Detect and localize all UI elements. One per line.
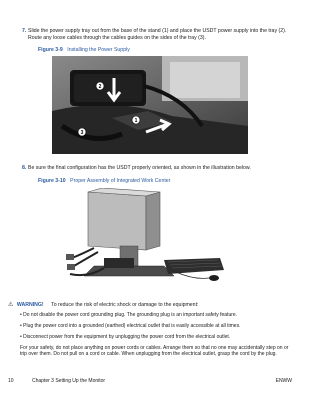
chapter-title: Chapter 3 Setting Up the Monitor [32, 378, 106, 384]
warning-heading [8, 301, 292, 308]
power-supply-photo [52, 56, 248, 154]
figure-title: Installing the Power Supply [67, 47, 130, 53]
figure-title: Proper Assembly of Integrated Work Center [70, 178, 171, 184]
work-center-illustration [64, 188, 224, 283]
warning-bullet: • Plug the power cord into a grounded (earthed) electrical outlet that is easily accessible at all times. [20, 323, 241, 329]
warning-bullet: • Disconnect power from the equipment by unplugging the power cord from the electrical outlet. [20, 334, 231, 340]
step-7 [22, 28, 290, 41]
step-text: Slide the power supply tray out from the base of the stand (1) and place the USDT power supply into the tray (2). Route any loose cables through the cables guides on the sides of the tray (3). [28, 28, 287, 41]
callout-3-label: 3 [80, 130, 84, 136]
page-number: 10 [8, 378, 14, 384]
warning-title: WARNING! [16, 302, 44, 308]
figure-caption [38, 178, 170, 184]
document-code: ENWW [275, 378, 292, 384]
warning-bullet: • Do not disable the power cord grounding plug. The grounding plug is an important safety feature. [20, 312, 238, 318]
bullet-text: Plug the power cord into a grounded (earthed) electrical outlet that is easily accessible at all times. [23, 323, 241, 329]
safety-paragraph: For your safety, do not place anything on power cords or cables. Arrange them so that no one may accidentally step on or trip over them. Do not pull on a cord or cable. When unplugging from the electrical outlet, grasp the cord by the plug. [20, 345, 289, 358]
bullet-text: Do not disable the power cord grounding plug. The grounding plug is an important safety feature. [23, 312, 238, 318]
step-number: 7. [22, 28, 27, 34]
figure-label: Figure 3-9 [38, 47, 63, 53]
figure-caption [38, 47, 130, 53]
figure-label: Figure 3-10 [38, 178, 66, 184]
step-number: 8. [22, 165, 27, 171]
bullet-text: Disconnect power from the equipment by unplugging the power cord from the electrical outlet. [23, 334, 231, 340]
warning-text: To reduce the risk of electric shock or damage to the equipment: [51, 302, 199, 308]
warning-triangle-icon: ⚠ [8, 302, 14, 308]
callout-2-label: 2 [98, 84, 102, 90]
step-text: Be sure the final configuration has the USDT properly oriented, as shown in the illustration below. [28, 165, 251, 171]
step-8 [22, 165, 290, 172]
callout-1-label: 1 [134, 118, 138, 124]
